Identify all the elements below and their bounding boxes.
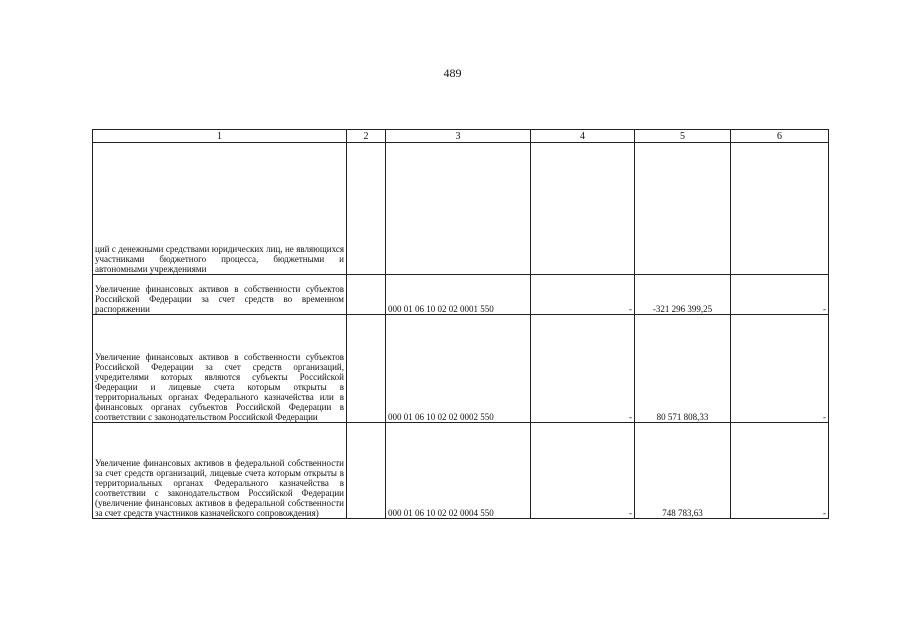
page-number: 489	[443, 66, 462, 80]
column-header-4: 4	[531, 130, 635, 143]
row-cell-col6	[731, 143, 829, 275]
table-row	[93, 423, 829, 519]
row-description: Увеличение финансовых активов в собственности субъектов Российской Федерации за счет средств организаций, учредителями которых являются субъекты Российской Федерации и лицевые счета которым открыты в территориальных органах Федерального казначейства или в финансовых органах субъектов Российской Федерации в соответствии с законодательством Российской Федерации	[93, 315, 347, 423]
row-code: 000 01 06 10 02 02 0002 550	[386, 315, 531, 423]
row-cell-col2	[347, 275, 386, 315]
row-cell-col6: -	[731, 275, 829, 315]
column-header-1: 1	[93, 130, 347, 143]
row-code	[386, 143, 531, 275]
row-cell-col4: -	[531, 423, 635, 519]
column-header-5: 5	[635, 130, 731, 143]
row-cell-col4	[531, 143, 635, 275]
row-cell-col5	[635, 143, 731, 275]
column-header-6: 6	[731, 130, 829, 143]
row-cell-col5: -321 296 399,25	[635, 275, 731, 315]
table-row	[93, 275, 829, 315]
table-header-row	[93, 130, 829, 143]
row-cell-col2	[347, 143, 386, 275]
row-cell-col5: 748 783,63	[635, 423, 731, 519]
row-cell-col4: -	[531, 275, 635, 315]
table-row	[93, 143, 829, 275]
column-header-2: 2	[347, 130, 386, 143]
row-code: 000 01 06 10 02 02 0004 550	[386, 423, 531, 519]
row-code: 000 01 06 10 02 02 0001 550	[386, 275, 531, 315]
row-cell-col6: -	[731, 315, 829, 423]
budget-table	[92, 129, 829, 519]
column-header-3: 3	[386, 130, 531, 143]
row-description: ций с денежными средствами юридических лиц, не являющихся участниками бюджетного процесса, бюджетными и автономными учреждениями	[93, 143, 347, 275]
row-description: Увеличение финансовых активов в федеральной собственности за счет средств организаций, лицевые счета которым открыты в территориальных органах Федерального казначейства в соответствии с законодательством Российской Федерации (увеличение финансовых активов в федеральной собственности за счет средств участников казначейского сопровождения)	[93, 423, 347, 519]
row-cell-col2	[347, 423, 386, 519]
row-cell-col4: -	[531, 315, 635, 423]
row-cell-col5: 80 571 808,33	[635, 315, 731, 423]
row-description: Увеличение финансовых активов в собственности субъектов Российской Федерации за счет средств во временном распоряжении	[93, 275, 347, 315]
table-row	[93, 315, 829, 423]
row-cell-col2	[347, 315, 386, 423]
row-cell-col6: -	[731, 423, 829, 519]
